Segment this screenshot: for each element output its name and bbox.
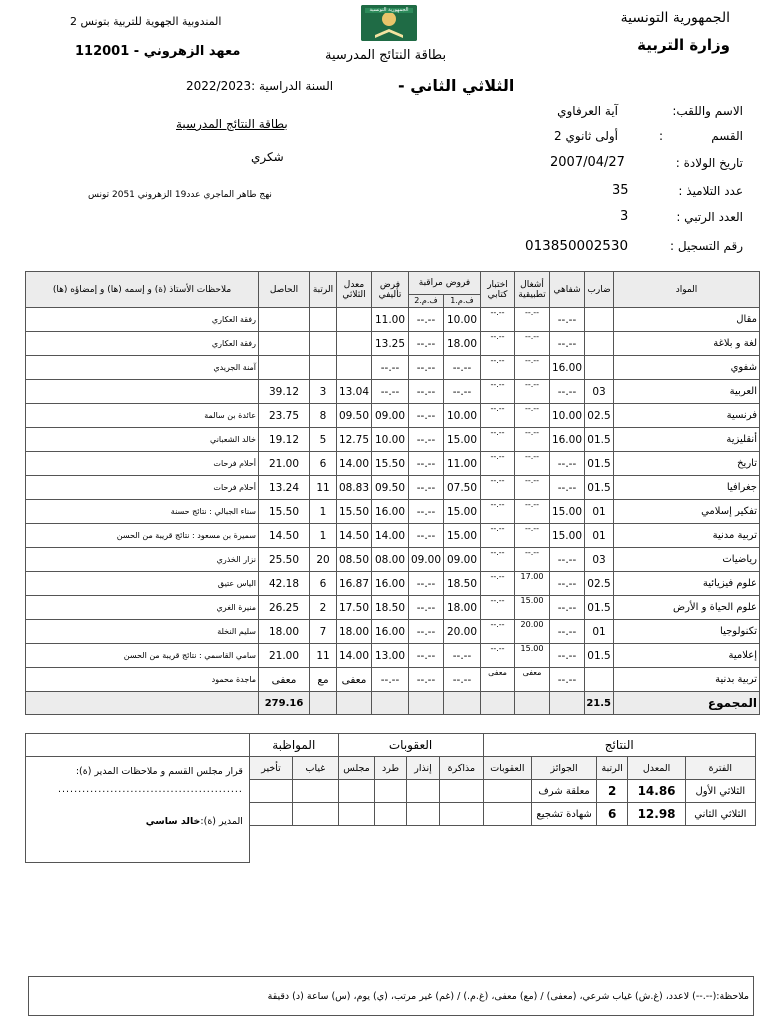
total-product: 279.16: [259, 692, 310, 715]
name-label: الاسم واللقب:: [672, 104, 743, 118]
teacher-remark: عائدة بن سالمة: [26, 404, 259, 428]
legend-note: ملاحظة:(--.--) لاعدد، (غ.ش) غياب شرعي، (معفى) / (مع) معفى، (غ.م.) / (غم) غير مرتب، (ي) يوم، (س) ساعة (د) دقيقة: [28, 976, 754, 1016]
header-term-avg: معدل الثلاثي: [337, 272, 372, 308]
product-value: 21.00: [259, 452, 310, 476]
oral-grade: --.--: [550, 644, 585, 668]
order-number: 3: [620, 209, 629, 224]
synthesis-grade: 13.00: [372, 644, 409, 668]
registration-number: 013850002530: [525, 238, 629, 254]
results-avg: 14.86: [628, 780, 685, 803]
rank-value: 20: [310, 548, 337, 572]
subject-row: [26, 668, 760, 692]
written-grade: --.--: [481, 596, 515, 620]
oral-grade: --.--: [550, 476, 585, 500]
attendance-col-absence: غياب: [293, 757, 338, 780]
council-text: قرار مجلس القسم و ملاحظات المدير (ة):: [75, 766, 243, 777]
control-2-grade: --.--: [409, 428, 444, 452]
control-2-grade: --.--: [409, 404, 444, 428]
control-2-grade: --.--: [409, 500, 444, 524]
term-average: 08.83: [337, 476, 372, 500]
synthesis-grade: 16.00: [372, 620, 409, 644]
product-value: [259, 356, 310, 380]
written-grade: --.--: [481, 380, 515, 404]
practical-grade: --.--: [515, 404, 550, 428]
header-rank: الرتبة: [310, 272, 337, 308]
coef-value: 01.5: [585, 428, 614, 452]
practical-grade: 15.00: [515, 596, 550, 620]
results-rank: 6: [597, 803, 628, 826]
control-1-grade: --.--: [444, 380, 481, 404]
subject-name: جغرافيا: [614, 476, 760, 500]
council-dots: ..............................................: [58, 784, 243, 795]
results-col-period: الفترة: [685, 757, 755, 780]
subject-name: أنقليزية: [614, 428, 760, 452]
subject-name: تاريخ: [614, 452, 760, 476]
results-period: الثلاثي الأول: [685, 780, 755, 803]
subject-name: مقال: [614, 308, 760, 332]
term-average: 16.87: [337, 572, 372, 596]
written-grade: --.--: [481, 620, 515, 644]
attendance-title: المواظبة: [249, 734, 338, 757]
school-year: السنة الدراسية :2022/2023: [186, 79, 334, 93]
oral-grade: --.--: [550, 452, 585, 476]
oral-grade: --.--: [550, 668, 585, 692]
control-1-grade: --.--: [444, 356, 481, 380]
control-1-grade: 18.00: [444, 596, 481, 620]
subject-name: لغة و بلاغة: [614, 332, 760, 356]
sanctions-col-3: طرد: [375, 757, 406, 780]
header-subject: المواد: [614, 272, 760, 308]
term-average: 15.50: [337, 500, 372, 524]
total-label: المجموع: [614, 692, 760, 715]
coef-value: 01.5: [585, 644, 614, 668]
control-2-grade: --.--: [409, 356, 444, 380]
synthesis-grade: 09.50: [372, 476, 409, 500]
term-average: [337, 332, 372, 356]
written-grade: --.--: [481, 452, 515, 476]
results-col-prizes: الجوائز: [532, 757, 597, 780]
oral-grade: --.--: [550, 308, 585, 332]
students-count: 35: [612, 183, 629, 198]
control-2-grade: 09.00: [409, 548, 444, 572]
control-1-grade: 07.50: [444, 476, 481, 500]
total-coef: 21.5: [585, 692, 614, 715]
teacher-remark: سناء الجبالي : نتائج حسنة: [26, 500, 259, 524]
recipient-card-title: بطاقة النتائج المدرسية: [176, 117, 288, 131]
control-1-grade: 15.00: [444, 500, 481, 524]
teacher-remark: رفقة العكاري: [26, 332, 259, 356]
results-prize: شهادة تشجيع: [532, 803, 597, 826]
product-value: 21.00: [259, 644, 310, 668]
class-colon: :: [658, 129, 663, 143]
coef-value: 01: [585, 620, 614, 644]
term-average: [337, 356, 372, 380]
teacher-remark: أحلام فرحات: [26, 476, 259, 500]
practical-grade: 17.00: [515, 572, 550, 596]
coef-value: 01: [585, 524, 614, 548]
sanctions-col-2: إنذار: [406, 757, 440, 780]
coef-value: 02.5: [585, 572, 614, 596]
results-title: النتائج: [483, 734, 755, 757]
control-1-grade: 09.00: [444, 548, 481, 572]
practical-grade: --.--: [515, 332, 550, 356]
oral-grade: 16.00: [550, 356, 585, 380]
header-synthesis: فرض تأليفي: [372, 272, 409, 308]
teacher-remark: ماجدة محمود: [26, 668, 259, 692]
synthesis-grade: 11.00: [372, 308, 409, 332]
teacher-remark: سليم النخلة: [26, 620, 259, 644]
oral-grade: 15.00: [550, 500, 585, 524]
rank-value: [310, 308, 337, 332]
practical-grade: --.--: [515, 380, 550, 404]
control-1-grade: 18.50: [444, 572, 481, 596]
written-grade: --.--: [481, 572, 515, 596]
synthesis-grade: --.--: [372, 668, 409, 692]
birth-label: تاريخ الولادة :: [675, 156, 743, 170]
header-controls: فروض مراقبة: [409, 272, 481, 295]
teacher-remark: [26, 380, 259, 404]
rank-value: [310, 356, 337, 380]
header-practical: أشغال تطبيقية: [515, 272, 550, 308]
coef-value: 01.5: [585, 452, 614, 476]
teacher-remark: سميرة بن مسعود : نتائج قريبة من الحسن: [26, 524, 259, 548]
registration-label: رقم التسجيل :: [670, 239, 743, 253]
header-control-1: ف.م.1: [444, 295, 481, 308]
product-value: 23.75: [259, 404, 310, 428]
control-2-grade: --.--: [409, 644, 444, 668]
term-average: [337, 308, 372, 332]
subject-row: [26, 548, 760, 572]
subject-row: [26, 572, 760, 596]
written-grade: --.--: [481, 404, 515, 428]
control-2-grade: --.--: [409, 572, 444, 596]
regional-office: المندوبية الجهوية للتربية بتونس 2: [70, 15, 222, 28]
header-written: اختبار كتابي: [481, 272, 515, 308]
control-2-grade: --.--: [409, 476, 444, 500]
results-col-rank: الرتبة: [597, 757, 628, 780]
subject-row: [26, 404, 760, 428]
subject-name: شفوي: [614, 356, 760, 380]
control-1-grade: 10.00: [444, 404, 481, 428]
teacher-remark: منيرة الغري: [26, 596, 259, 620]
practical-grade: --.--: [515, 452, 550, 476]
synthesis-grade: 09.00: [372, 404, 409, 428]
rank-value: 6: [310, 572, 337, 596]
header-oral: شفاهي: [550, 272, 585, 308]
director-name: خالد ساسي: [145, 816, 201, 827]
synthesis-grade: 16.00: [372, 572, 409, 596]
order-label: العدد الرتبي :: [676, 210, 743, 224]
class-value: أولى ثانوي 2: [554, 129, 618, 143]
practical-grade: 15.00: [515, 644, 550, 668]
oral-grade: --.--: [550, 572, 585, 596]
subject-name: علوم الحياة و الأرض: [614, 596, 760, 620]
oral-grade: 16.00: [550, 428, 585, 452]
subject-row: [26, 596, 760, 620]
sanctions-col-0: العقوبات: [483, 757, 532, 780]
synthesis-grade: 15.50: [372, 452, 409, 476]
written-grade: --.--: [481, 332, 515, 356]
written-grade: --.--: [481, 308, 515, 332]
practical-grade: --.--: [515, 548, 550, 572]
rank-value: 11: [310, 644, 337, 668]
recipient-address: نهج طاهر الماجري عدد19 الزهروني 2051 تونس: [88, 190, 272, 200]
teacher-remark: سامي القاسمي : نتائج قريبة من الحسن: [26, 644, 259, 668]
product-value: 15.50: [259, 500, 310, 524]
synthesis-grade: 16.00: [372, 500, 409, 524]
subject-row: [26, 620, 760, 644]
synthesis-grade: --.--: [372, 380, 409, 404]
term-average: 14.50: [337, 524, 372, 548]
coef-value: 01.5: [585, 476, 614, 500]
logo-text: الجمهورية التونسية: [369, 7, 409, 13]
coef-value: 01.5: [585, 596, 614, 620]
attendance-col-late: تأخير: [249, 757, 292, 780]
practical-grade: 20.00: [515, 620, 550, 644]
rank-value: 1: [310, 524, 337, 548]
subject-row: [26, 308, 760, 332]
republic-title: الجمهورية التونسية: [620, 10, 730, 26]
rank-value: 1: [310, 500, 337, 524]
term-average: 14.00: [337, 644, 372, 668]
header-remarks: ملاحظات الأستاذ (ة) و إسمه (ها) و إمضاؤه (ها): [26, 272, 259, 308]
product-value: 13.24: [259, 476, 310, 500]
product-value: معفى: [259, 668, 310, 692]
written-grade: --.--: [481, 644, 515, 668]
subject-name: تربية بدنية: [614, 668, 760, 692]
subject-name: علوم فيزيائية: [614, 572, 760, 596]
product-value: [259, 332, 310, 356]
written-grade: --.--: [481, 500, 515, 524]
written-grade: --.--: [481, 476, 515, 500]
results-rank: 2: [597, 780, 628, 803]
control-1-grade: 18.00: [444, 332, 481, 356]
practical-grade: --.--: [515, 308, 550, 332]
synthesis-grade: 18.50: [372, 596, 409, 620]
oral-grade: --.--: [550, 548, 585, 572]
rank-value: 6: [310, 452, 337, 476]
product-value: 18.00: [259, 620, 310, 644]
control-2-grade: --.--: [409, 452, 444, 476]
control-1-grade: 11.00: [444, 452, 481, 476]
student-name: آية العرفاوي: [557, 104, 618, 118]
coef-value: [585, 308, 614, 332]
control-2-grade: --.--: [409, 308, 444, 332]
control-1-grade: --.--: [444, 644, 481, 668]
teacher-remark: الياس عتيق: [26, 572, 259, 596]
header-control-2: ف.م.2: [409, 295, 444, 308]
birth-value: 2007/04/27: [550, 155, 625, 170]
class-label: القسم: [711, 129, 743, 143]
term-average: 13.04: [337, 380, 372, 404]
control-2-grade: --.--: [409, 620, 444, 644]
product-value: 39.12: [259, 380, 310, 404]
control-2-grade: --.--: [409, 380, 444, 404]
term-average: 09.50: [337, 404, 372, 428]
product-value: 19.12: [259, 428, 310, 452]
product-value: 26.25: [259, 596, 310, 620]
subject-name: العربية: [614, 380, 760, 404]
sanctions-col-1: مذاكرة: [440, 757, 483, 780]
written-grade: --.--: [481, 548, 515, 572]
practical-grade: --.--: [515, 356, 550, 380]
subject-name: فرنسية: [614, 404, 760, 428]
teacher-remark: خالد الشعباني: [26, 428, 259, 452]
practical-grade: --.--: [515, 500, 550, 524]
rank-value: 5: [310, 428, 337, 452]
subject-row: [26, 644, 760, 668]
summary-table: [25, 733, 756, 863]
control-1-grade: --.--: [444, 668, 481, 692]
term-average: 18.00: [337, 620, 372, 644]
written-grade: معفى: [481, 668, 515, 692]
rank-value: 3: [310, 380, 337, 404]
control-2-grade: --.--: [409, 524, 444, 548]
product-value: 25.50: [259, 548, 310, 572]
teacher-remark: آمنة الجريدي: [26, 356, 259, 380]
oral-grade: --.--: [550, 620, 585, 644]
term-average: 08.50: [337, 548, 372, 572]
results-prize: معلقة شرف: [532, 780, 597, 803]
sanctions-title: العقوبات: [338, 734, 483, 757]
teacher-remark: نزار الخذري: [26, 548, 259, 572]
subject-row: [26, 332, 760, 356]
results-avg: 12.98: [628, 803, 685, 826]
subject-row: [26, 356, 760, 380]
practical-grade: معفى: [515, 668, 550, 692]
practical-grade: --.--: [515, 524, 550, 548]
synthesis-grade: --.--: [372, 356, 409, 380]
council-box: [26, 757, 250, 863]
sanctions-col-4: مجلس: [338, 757, 375, 780]
results-col-avg: المعدل: [628, 757, 685, 780]
students-count-label: عدد التلاميذ :: [678, 184, 743, 198]
synthesis-grade: 10.00: [372, 428, 409, 452]
teacher-remark: أحلام فرحات: [26, 452, 259, 476]
subject-name: رياضيات: [614, 548, 760, 572]
subject-name: إعلامية: [614, 644, 760, 668]
coef-value: 03: [585, 380, 614, 404]
subject-name: تفكير إسلامي: [614, 500, 760, 524]
subject-row: [26, 452, 760, 476]
term-average: 12.75: [337, 428, 372, 452]
oral-grade: 10.00: [550, 404, 585, 428]
card-title: بطاقة النتائج المدرسية: [325, 48, 447, 63]
subject-row: [26, 428, 760, 452]
grades-table: [25, 271, 760, 715]
term-average: 17.50: [337, 596, 372, 620]
ministry-logo: [361, 5, 417, 41]
term-average: معفى: [337, 668, 372, 692]
synthesis-grade: 08.00: [372, 548, 409, 572]
coef-value: 02.5: [585, 404, 614, 428]
control-1-grade: 15.00: [444, 524, 481, 548]
product-value: 42.18: [259, 572, 310, 596]
control-2-grade: --.--: [409, 668, 444, 692]
subject-row: [26, 380, 760, 404]
rank-value: [310, 332, 337, 356]
rank-value: 7: [310, 620, 337, 644]
coef-value: 03: [585, 548, 614, 572]
written-grade: --.--: [481, 428, 515, 452]
oral-grade: --.--: [550, 332, 585, 356]
subject-row: [26, 500, 760, 524]
oral-grade: --.--: [550, 596, 585, 620]
total-row: [26, 692, 760, 715]
product-value: 14.50: [259, 524, 310, 548]
oral-grade: --.--: [550, 380, 585, 404]
product-value: [259, 308, 310, 332]
practical-grade: --.--: [515, 428, 550, 452]
coef-value: 01: [585, 500, 614, 524]
rank-value: مع: [310, 668, 337, 692]
control-1-grade: 20.00: [444, 620, 481, 644]
ministry-title: وزارة التربية: [637, 36, 730, 54]
control-1-grade: 10.00: [444, 308, 481, 332]
written-grade: --.--: [481, 524, 515, 548]
subject-name: تكنولوجيا: [614, 620, 760, 644]
synthesis-grade: 13.25: [372, 332, 409, 356]
practical-grade: --.--: [515, 476, 550, 500]
rank-value: 8: [310, 404, 337, 428]
control-2-grade: --.--: [409, 596, 444, 620]
oral-grade: 15.00: [550, 524, 585, 548]
rank-value: 2: [310, 596, 337, 620]
coef-value: [585, 332, 614, 356]
rank-value: 11: [310, 476, 337, 500]
header-coef: ضارب: [585, 272, 614, 308]
recipient-name: شكري: [251, 150, 284, 164]
header-product: الحاصل: [259, 272, 310, 308]
control-2-grade: --.--: [409, 332, 444, 356]
coef-value: [585, 668, 614, 692]
synthesis-grade: 14.00: [372, 524, 409, 548]
term-average: 14.00: [337, 452, 372, 476]
written-grade: --.--: [481, 356, 515, 380]
coef-value: [585, 356, 614, 380]
school-name: معهد الزهروني - 112001: [75, 44, 241, 59]
subject-name: تربية مدنية: [614, 524, 760, 548]
teacher-remark: رفقة العكاري: [26, 308, 259, 332]
term-title: الثلاثي الثاني -: [398, 76, 515, 95]
subject-row: [26, 524, 760, 548]
director-label: المدير (ة):: [200, 816, 243, 827]
subject-row: [26, 476, 760, 500]
results-period: الثلاثي الثاني: [685, 803, 755, 826]
control-1-grade: 15.00: [444, 428, 481, 452]
